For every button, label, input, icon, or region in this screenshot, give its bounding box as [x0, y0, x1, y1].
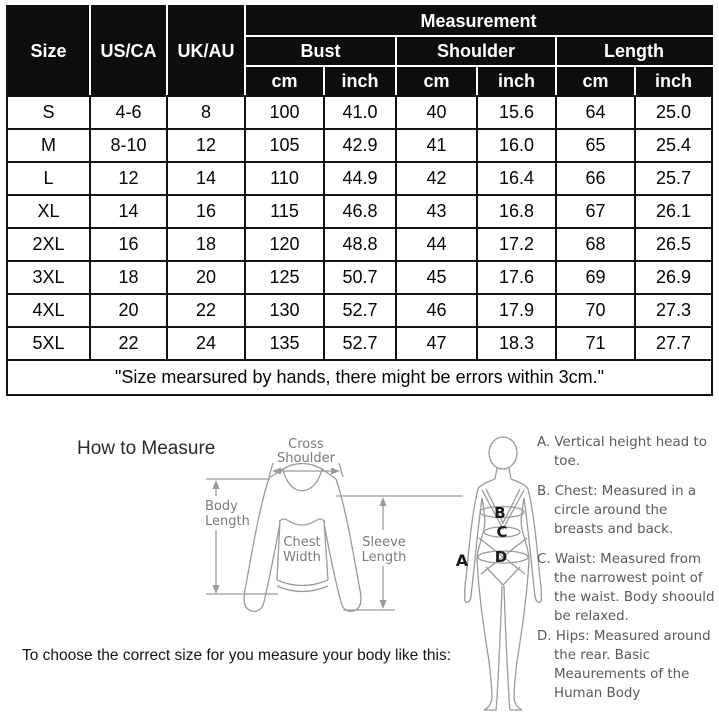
svg-text:Shoulder: Shoulder — [277, 451, 335, 466]
shoulder-header: Shoulder — [396, 36, 556, 66]
instruction-b: B. Chest: Measured in a circle around the breasts and back. — [537, 484, 697, 537]
measurement-cell: 115 — [245, 195, 324, 228]
table-row — [7, 195, 712, 228]
measurement-cell: 24 — [167, 327, 245, 360]
size-chart — [6, 5, 713, 396]
measurement-cell: 20 — [167, 261, 245, 294]
measurement-cell: 8 — [167, 96, 245, 129]
measurement-cell: 8-10 — [90, 129, 167, 162]
measurement-cell: 16.8 — [477, 195, 556, 228]
measurement-cell: 48.8 — [324, 228, 396, 261]
size-cell: 2XL — [7, 228, 90, 261]
svg-text:Cross: Cross — [288, 437, 324, 452]
size-cell: S — [7, 96, 90, 129]
table-row — [7, 129, 712, 162]
body-label-c: C — [496, 523, 508, 541]
measurement-cell: 50.7 — [324, 261, 396, 294]
instruction-a: A. Vertical height head to toe. — [537, 435, 707, 469]
measurement-cell: 16 — [167, 195, 245, 228]
measurement-cell: 47 — [396, 327, 477, 360]
measurement-cell: 26.1 — [635, 195, 712, 228]
svg-text:Length: Length — [361, 550, 407, 565]
measurement-cell: 12 — [90, 162, 167, 195]
instruction-c: C. Waist: Measured from the narrowest point of the waist. Body shoould be relaxed. — [537, 552, 715, 624]
measurement-cell: 15.6 — [477, 96, 556, 129]
chest-width-label — [283, 535, 321, 565]
measurement-cell: 44.9 — [324, 162, 396, 195]
bust-header: Bust — [245, 36, 396, 66]
measurement-cell: 135 — [245, 327, 324, 360]
size-cell: XL — [7, 195, 90, 228]
size-chart-table — [6, 5, 713, 396]
measurement-cell: 22 — [90, 327, 167, 360]
measurement-cell: 69 — [556, 261, 635, 294]
measurement-cell: 18.3 — [477, 327, 556, 360]
measurement-cell: 17.6 — [477, 261, 556, 294]
measurement-cell: 16 — [90, 228, 167, 261]
measurement-cell: 42.9 — [324, 129, 396, 162]
measurement-cell: 17.2 — [477, 228, 556, 261]
measurement-cell: 18 — [167, 228, 245, 261]
measurement-cell: 52.7 — [324, 294, 396, 327]
measurement-cell: 120 — [245, 228, 324, 261]
measurement-cell: 68 — [556, 228, 635, 261]
size-note: "Size mearsured by hands, there might be errors within 3cm." — [7, 360, 712, 395]
table-row — [7, 261, 712, 294]
measurement-cell: 27.3 — [635, 294, 712, 327]
measurement-cell: 43 — [396, 195, 477, 228]
measurement-cell: 25.7 — [635, 162, 712, 195]
size-cell: 5XL — [7, 327, 90, 360]
measurement-cell: 41 — [396, 129, 477, 162]
body-outline — [465, 437, 542, 710]
unit-header: cm — [556, 66, 635, 96]
measurement-cell: 26.9 — [635, 261, 712, 294]
size-cell: M — [7, 129, 90, 162]
measurement-cell: 66 — [556, 162, 635, 195]
unit-header: inch — [477, 66, 556, 96]
measurement-cell: 22 — [167, 294, 245, 327]
measurement-cell: 71 — [556, 327, 635, 360]
measurement-cell: 20 — [90, 294, 167, 327]
svg-text:Body: Body — [205, 499, 238, 514]
measurement-cell: 14 — [90, 195, 167, 228]
table-row — [7, 294, 712, 327]
size-cell: 4XL — [7, 294, 90, 327]
unit-header: cm — [245, 66, 324, 96]
footer-instruction-text: To choose the correct size for you measure your body like this: — [22, 647, 452, 664]
table-row — [7, 228, 712, 261]
body-label-a: A — [455, 551, 469, 570]
measurement-cell: 16.0 — [477, 129, 556, 162]
body-length-label — [205, 499, 250, 529]
measurement-cell: 65 — [556, 129, 635, 162]
header-row-top — [7, 6, 712, 36]
measurement-cell: 27.7 — [635, 327, 712, 360]
measurement-cell: 25.4 — [635, 129, 712, 162]
measurement-cell: 25.0 — [635, 96, 712, 129]
body-label-b: B — [494, 504, 506, 522]
measurement-cell: 67 — [556, 195, 635, 228]
measurement-cell: 130 — [245, 294, 324, 327]
measurement-cell: 14 — [167, 162, 245, 195]
measurement-cell: 18 — [90, 261, 167, 294]
size-cell: L — [7, 162, 90, 195]
measurement-cell: 41.0 — [324, 96, 396, 129]
measurement-cell: 40 — [396, 96, 477, 129]
table-row — [7, 96, 712, 129]
measurement-cell: 4-6 — [90, 96, 167, 129]
measurement-header: Measurement — [245, 6, 712, 36]
measurement-cell: 46 — [396, 294, 477, 327]
measurement-cell: 70 — [556, 294, 635, 327]
body-length-arrow — [206, 480, 278, 594]
measurement-cell: 17.9 — [477, 294, 556, 327]
measurement-cell: 100 — [245, 96, 324, 129]
svg-text:Length: Length — [205, 514, 250, 529]
svg-text:Sleeve: Sleeve — [362, 535, 406, 550]
measurement-cell: 64 — [556, 96, 635, 129]
instruction-d: D. Hips: Measured around the rear. Basic Meaurements of the Human Body — [537, 629, 711, 701]
measurement-cell: 46.8 — [324, 195, 396, 228]
measurement-cell: 26.5 — [635, 228, 712, 261]
measurement-cell: 105 — [245, 129, 324, 162]
svg-text:Chest: Chest — [283, 535, 321, 550]
table-row — [7, 162, 712, 195]
measurement-cell: 12 — [167, 129, 245, 162]
body-label-d: D — [494, 548, 508, 566]
cross-shoulder-label — [277, 437, 336, 466]
garment-measure-diagram — [199, 430, 469, 622]
size-column-header: Size — [7, 6, 90, 96]
length-header: Length — [556, 36, 712, 66]
measurement-cell: 52.7 — [324, 327, 396, 360]
measurement-cell: 110 — [245, 162, 324, 195]
ukau-column-header: UK/AU — [167, 6, 245, 96]
how-to-measure-heading: How to Measure — [77, 438, 216, 459]
svg-text:Width: Width — [283, 550, 321, 565]
unit-header: inch — [635, 66, 712, 96]
table-row — [7, 327, 712, 360]
unit-header: cm — [396, 66, 477, 96]
measurement-cell: 45 — [396, 261, 477, 294]
note-row — [7, 360, 712, 395]
measure-instructions — [537, 433, 718, 714]
sleeve-length-label — [362, 535, 407, 565]
measurement-cell: 125 — [245, 261, 324, 294]
usca-column-header: US/CA — [90, 6, 167, 96]
measurement-cell: 44 — [396, 228, 477, 261]
measurement-cell: 42 — [396, 162, 477, 195]
size-cell: 3XL — [7, 261, 90, 294]
unit-header: inch — [324, 66, 396, 96]
measurement-cell: 16.4 — [477, 162, 556, 195]
